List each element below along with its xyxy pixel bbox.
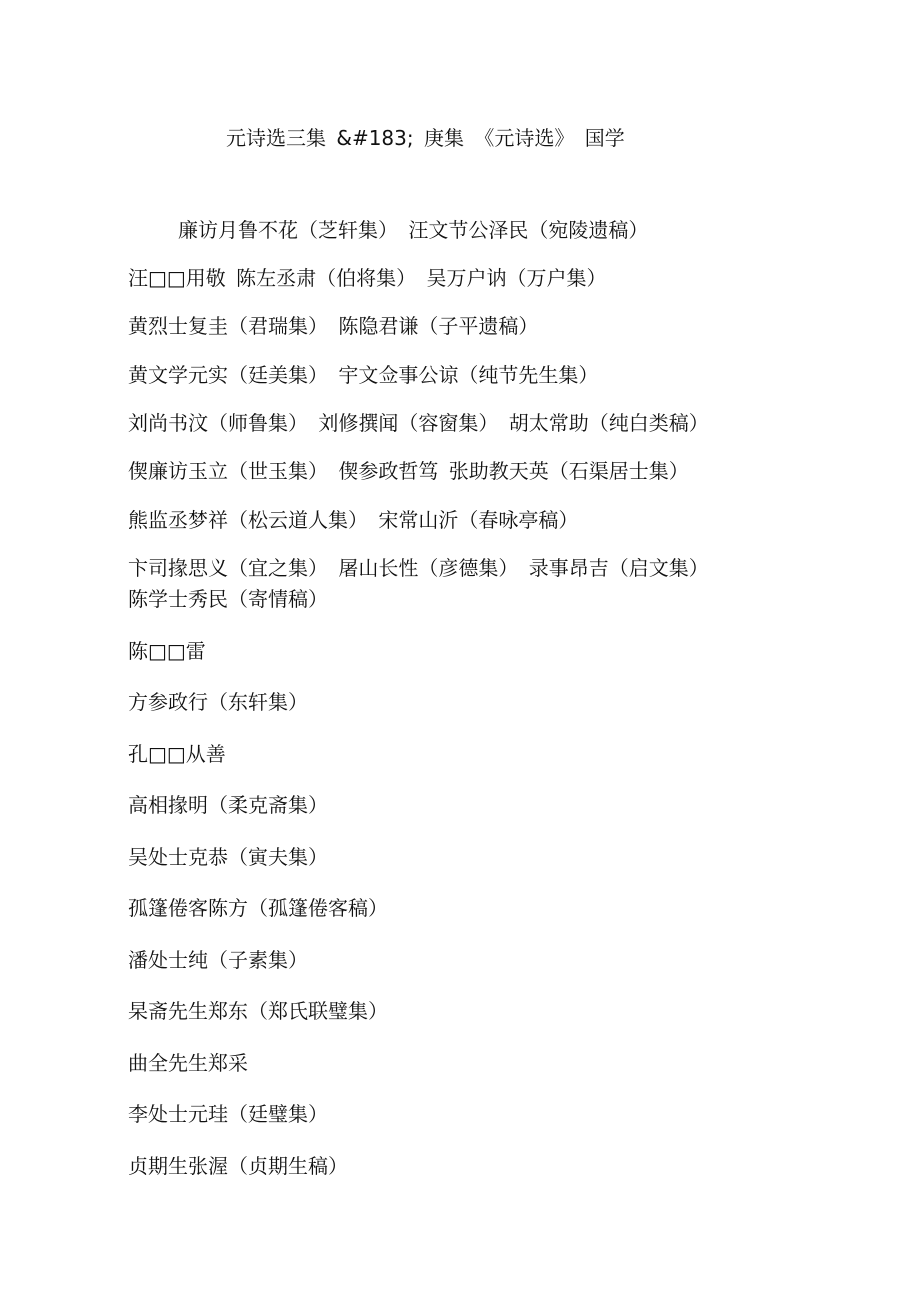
text-line: 李处士元珪（廷璧集） <box>128 1102 328 1126</box>
text-line: 孔□□从善 <box>128 742 226 766</box>
text-line: 黄文学元实（廷美集） 宇文佥事公谅（纯节先生集） <box>128 363 599 387</box>
text-line: 潘处士纯（子素集） <box>128 948 308 972</box>
text-line: 廉访月鲁不花（芝轩集） 汪文节公泽民（宛陵遗稿） <box>178 218 649 242</box>
page-title: 元诗选三集 &#183; 庚集 《元诗选》 国学 <box>226 126 625 150</box>
text-line: 熊监丞梦祥（松云道人集） 宋常山沂（春咏亭稿） <box>128 508 579 532</box>
text-line: 曲全先生郑采 <box>128 1051 248 1075</box>
text-line: 偰廉访玉立（世玉集） 偰参政哲笃 张助教天英（石渠居士集） <box>128 459 689 483</box>
text-line: 高相掾明（柔克斋集） <box>128 793 328 817</box>
text-line: 汪□□用敬 陈左丞肃（伯将集） 吴万户讷（万户集） <box>128 266 607 290</box>
text-line: 吴处士克恭（寅夫集） <box>128 845 328 869</box>
text-line: 黄烈士复圭（君瑞集） 陈隐君谦（子平遗稿） <box>128 314 539 338</box>
text-line: 方参政行（东轩集） <box>128 690 308 714</box>
text-line: 陈□□雷 <box>128 639 206 663</box>
text-line: 陈学士秀民（寄情稿） <box>128 587 328 611</box>
text-line: 卞司掾思义（宜之集） 屠山长性（彦德集） 录事昂吉（启文集） <box>128 556 709 580</box>
text-line: 贞期生张渥（贞期生稿） <box>128 1154 348 1178</box>
text-line: 杲斋先生郑东（郑氏联璧集） <box>128 999 388 1023</box>
text-line: 刘尚书汶（师鲁集） 刘修撰闻（容窗集） 胡太常助（纯白类稿） <box>128 411 709 435</box>
text-line: 孤篷倦客陈方（孤篷倦客稿） <box>128 896 388 920</box>
